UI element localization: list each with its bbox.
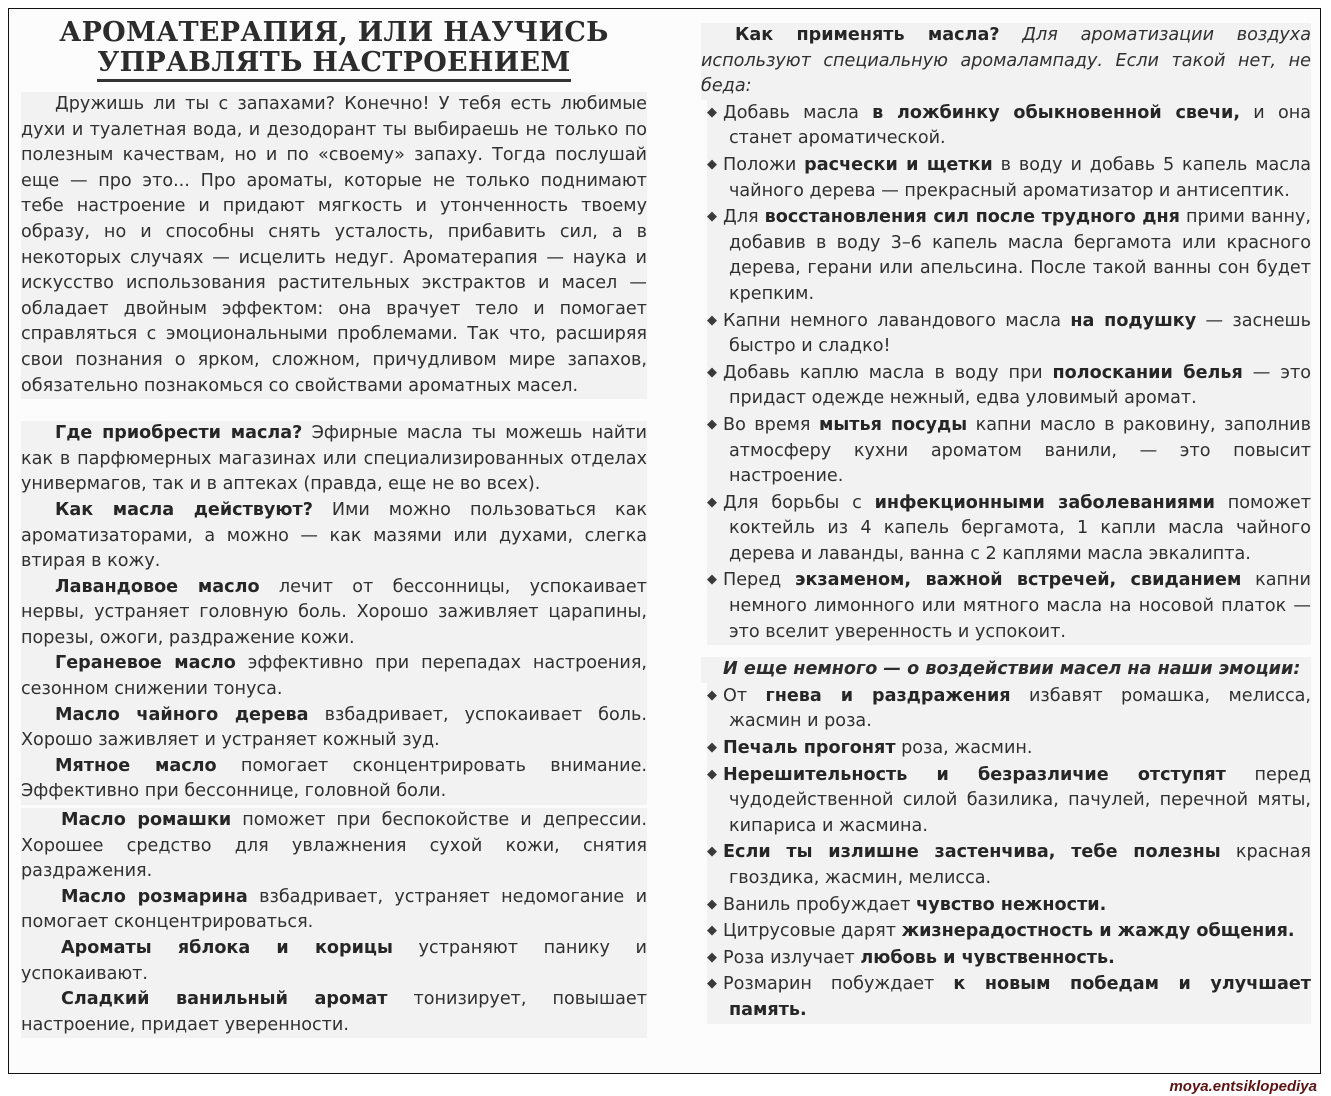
oil-paragraph-heading: Сладкий ванильный аромат xyxy=(61,989,388,1010)
item-bold: инфекционными заболеваниями xyxy=(874,492,1215,513)
item-text: капни масло в раковину, заполнив атмосферу кухни ароматом ванили, — это повысит настроение. xyxy=(729,414,1311,487)
oil-paragraph-text: Ими можно пользоваться как ароматизаторами, а можно — как мазями или духами, слегка втирая в кожу. xyxy=(21,499,648,572)
oil-paragraph-text: взбадривает, устраняет недомогание и помогает сконцентрироваться. xyxy=(21,886,648,933)
diamond-icon: ◆ xyxy=(707,844,717,860)
oil-paragraph-text: взбадривает, успокаивает боль. Хорошо заживляет и устраняет кожный зуд. xyxy=(21,704,647,751)
usage-intro-text: Для ароматизации воздуха используют специальную аромалампаду. Если такой нет, не беда: xyxy=(701,25,1311,97)
item-text: прими ванну, добавив в воду 3–6 капель масла бергамота или красного дерева, герани или апельсина. После такой ванны сон будет крепким. xyxy=(729,207,1311,304)
oil-paragraph-heading: Гераневое масло xyxy=(55,653,236,674)
emotion-item xyxy=(707,971,1311,1023)
item-text: Для борьбы с xyxy=(723,492,875,513)
usage-item xyxy=(707,204,1311,307)
emotion-item xyxy=(707,945,1311,972)
oil-paragraph xyxy=(21,936,647,987)
usage-item xyxy=(707,308,1311,360)
oil-paragraph-text: тонизирует, повышает настроение, придает уверенности. xyxy=(21,989,647,1035)
diamond-icon: ◆ xyxy=(707,687,717,703)
item-bold: Если ты излишне застенчива, тебе полезны xyxy=(723,842,1221,863)
oil-paragraph-heading: Мятное масло xyxy=(55,755,217,776)
emotions-heading: И еще немного — о воздействии масел на наши эмоции: xyxy=(701,657,1311,683)
usage-item xyxy=(707,360,1311,412)
item-text: — это придаст одежде нежный, едва уловимый аромат. xyxy=(729,362,1312,409)
item-bold: гнева и раздражения xyxy=(765,685,1011,706)
diamond-icon: ◆ xyxy=(707,494,717,510)
item-text: Для xyxy=(723,207,765,228)
item-bold: экзаменом, важной встречей, свиданием xyxy=(795,570,1242,591)
emotion-item xyxy=(707,762,1311,840)
oil-paragraph-text: устраняют панику и успокаивают. xyxy=(21,938,647,984)
usage-list xyxy=(701,100,1311,645)
oil-paragraph-text: поможет при беспокойстве и депрессии. Хорошее средство для увлажнения сухой кожи, снятия раздражения. xyxy=(21,810,647,882)
item-text: роза, жасмин. xyxy=(895,738,1033,759)
diamond-icon: ◆ xyxy=(707,209,717,225)
oil-paragraph xyxy=(21,421,647,498)
item-text: — заснешь быстро и сладко! xyxy=(729,310,1312,357)
item-text: поможет коктейль из 4 капель бергамота, 1 капли масла чайного дерева и лаванды, ванна с 2 каплями масла эвкалипта. xyxy=(729,492,1312,564)
item-bold: к новым победам и улучшает память. xyxy=(729,974,1311,1020)
diamond-icon: ◆ xyxy=(707,104,717,120)
item-bold: восстановления сил после трудного дня xyxy=(764,207,1180,228)
usage-intro xyxy=(701,23,1311,100)
emotion-item xyxy=(707,735,1311,762)
diamond-icon: ◆ xyxy=(707,364,717,380)
item-bold: на подушку xyxy=(1070,310,1197,331)
item-bold: жизнерадостность и жажду общения. xyxy=(901,921,1295,942)
usage-item xyxy=(707,100,1311,152)
diamond-icon: ◆ xyxy=(707,976,717,992)
item-text: От xyxy=(723,685,766,706)
diamond-icon: ◆ xyxy=(707,949,717,965)
item-bold: полоскании белья xyxy=(1052,362,1243,383)
oil-paragraph xyxy=(21,808,647,885)
diamond-icon: ◆ xyxy=(707,572,717,588)
diamond-icon: ◆ xyxy=(707,312,717,328)
oil-paragraph xyxy=(21,885,647,936)
oil-paragraph-heading: Лавандовое масло xyxy=(55,576,260,597)
diamond-icon: ◆ xyxy=(707,156,717,172)
usage-item xyxy=(707,567,1311,645)
oil-paragraph-text: помогает сконцентрировать внимание. Эффективно при бессоннице, головной боли. xyxy=(21,755,647,802)
item-bold: любовь и чувственность. xyxy=(860,947,1115,968)
item-text: Розмарин побуждает xyxy=(723,974,954,995)
emotion-item xyxy=(707,892,1311,919)
diamond-icon: ◆ xyxy=(707,740,717,756)
diamond-icon: ◆ xyxy=(707,896,717,912)
item-bold: Нерешительность и безразличие отступят xyxy=(723,764,1226,785)
item-text: перед чудодейственной силой базилика, пачулей, перечной мяты, кипариса и жасмина. xyxy=(729,764,1311,836)
item-text: избавят ромашка, мелисса, жасмин и роза. xyxy=(729,685,1311,732)
article-title xyxy=(21,18,647,82)
oil-paragraph-heading: Масло розмарина xyxy=(61,886,248,907)
oil-paragraph-heading: Масло чайного дерева xyxy=(55,704,309,725)
item-text: Роза излучает xyxy=(723,947,861,968)
usage-item xyxy=(707,490,1311,568)
item-bold: мытья посуды xyxy=(818,414,968,435)
item-text: красная гвоздика, жасмин, мелисса. xyxy=(729,842,1311,888)
item-bold: расчески и щетки xyxy=(804,154,993,175)
title-line-2: УПРАВЛЯТЬ НАСТРОЕНИЕМ xyxy=(97,48,570,82)
usage-heading: Как применять масла? xyxy=(735,25,1000,45)
item-text: Перед xyxy=(723,570,796,591)
item-text: в воду и добавь 5 капель масла чайного дерева — прекрасный ароматизатор и антисептик. xyxy=(729,154,1311,201)
item-bold: чувство нежности. xyxy=(916,894,1107,915)
usage-item xyxy=(707,412,1311,490)
oil-paragraph-text: Эфирные масла ты можешь найти как в парфюмерных магазинах или специализированных отделах универмагов, так и в аптеках (правда, еще не во всех). xyxy=(21,423,647,495)
item-text: Добавь каплю масла в воду при xyxy=(723,362,1053,383)
item-text: Цитрусовые дарят xyxy=(723,921,902,942)
item-text: Положи xyxy=(723,154,805,175)
diamond-icon: ◆ xyxy=(707,766,717,782)
oil-paragraph xyxy=(21,498,647,575)
item-text: Во время xyxy=(723,414,819,435)
emotion-item xyxy=(707,839,1311,891)
oil-paragraph xyxy=(21,754,647,805)
right-column xyxy=(701,23,1311,1024)
oil-paragraph-text: лечит от бессонницы, успокаивает нервы, устраняет головную боль. Хорошо заживляет царапины, порезы, ожоги, раздражение кожи. xyxy=(21,576,647,648)
item-bold: Печаль прогонят xyxy=(723,738,896,759)
diamond-icon: ◆ xyxy=(707,923,717,939)
item-text: Капни немного лавандового масла xyxy=(723,310,1071,331)
watermark: moya.entsiklopediya xyxy=(1169,1078,1317,1095)
diamond-icon: ◆ xyxy=(707,416,717,432)
oil-paragraph-heading: Ароматы яблока и корицы xyxy=(61,938,393,958)
item-bold: в ложбинку обыкновенной свечи, xyxy=(872,102,1241,123)
oil-paragraph xyxy=(21,651,647,702)
oil-paragraph-heading: Где приобрести масла? xyxy=(55,423,303,444)
oil-paragraph xyxy=(21,987,647,1038)
oil-paragraph xyxy=(21,575,647,652)
left-column xyxy=(21,9,647,1038)
item-text: Ваниль пробуждает xyxy=(723,894,917,915)
intro-paragraph: Дружишь ли ты с запахами? Конечно! У тебя есть любимые духи и туалетная вода, и дезодорант ты выбираешь не только по полезным качествам, но и по «своему» запаху. Тогда послушай еще — про это... Про ароматы, которые не только поднимают тебе настроение и придают мягкость и утонченность твоему образу, но и способны снять усталость, прибавить сил, а в некоторых случаях — исцелить недуг. Ароматерапия — наука и искусство использования растительных экстрактов и масел — обладает двойным эффектом: она врачует тело и помогает справляться с эмоциональными проблемами. Так что, расширяя свои познания о ярком, сложном, причудливом мире запахов, обязательно познакомься со свойствами ароматных масел. xyxy=(21,92,647,399)
oil-paragraph-heading: Как масла действуют? xyxy=(55,499,313,520)
oil-paragraph-heading: Масло ромашки xyxy=(61,810,232,831)
oil-paragraph-text: эффективно при перепадах настроения, сезонном снижении тонуса. xyxy=(21,653,647,700)
item-text: и она станет ароматической. xyxy=(729,102,1311,149)
item-text: капни немного лимонного или мятного масла на носовой платок — это вселит уверенность и успокоит. xyxy=(729,570,1311,642)
title-line-1: АРОМАТЕРАПИЯ, ИЛИ НАУЧИСЬ xyxy=(59,17,609,48)
usage-item xyxy=(707,152,1311,204)
emotion-item xyxy=(707,918,1311,945)
oil-paragraph xyxy=(21,703,647,754)
emotion-item xyxy=(707,683,1311,735)
article-frame xyxy=(8,8,1321,1074)
emotions-list xyxy=(701,683,1311,1024)
item-text: Добавь масла xyxy=(723,102,873,123)
